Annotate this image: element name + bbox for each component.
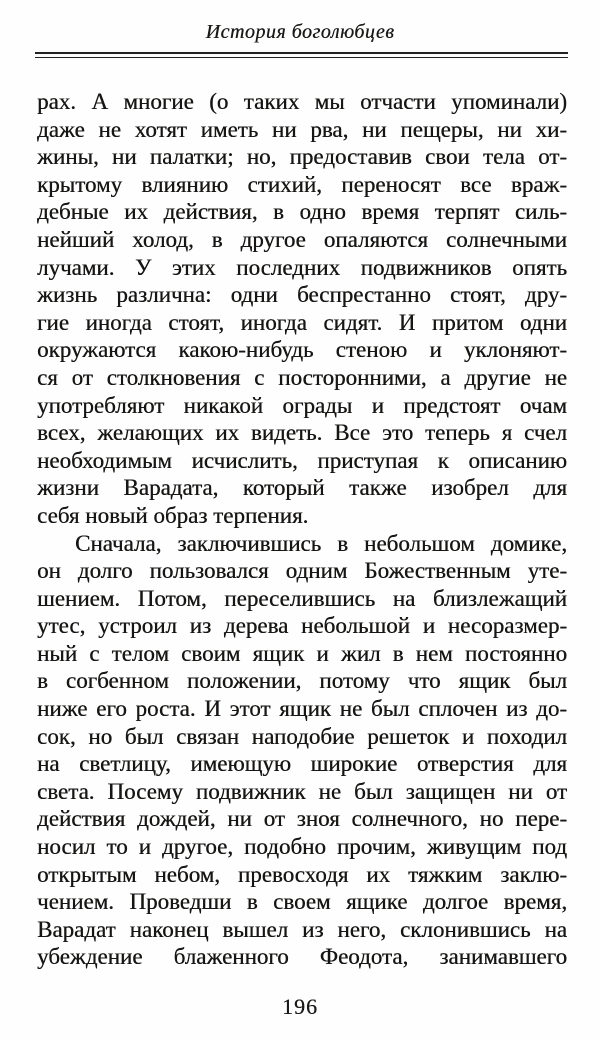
text-line: окружаются какою-нибудь стеною и уклоняют- [37, 337, 567, 363]
page-number: 196 [282, 994, 318, 1019]
text-line: убеждение блаженного Феодота, занимавшего [37, 944, 567, 970]
text-line: в согбенном положении, потому что ящик был [37, 668, 567, 694]
text-line: света. Посему подвижник не был защищен ни от [37, 778, 567, 804]
text-line: себя новый образ терпения. [37, 502, 309, 528]
text-line: открытым небом, превосходя их тяжким заклю- [37, 861, 567, 887]
page-footer [0, 994, 600, 1020]
text-line: Варадат наконец вышел из него, склонившись на [37, 916, 567, 942]
body-text [37, 88, 567, 971]
text-line: шением. Потом, переселившись на близлежащий [37, 585, 567, 611]
text-line: дебные их действия, в одно время терпят силь- [37, 199, 567, 225]
text-line: употребляют никакой ограды и предстоят очам [37, 392, 567, 418]
running-header-title: История боголюбцев [205, 21, 395, 43]
text-line: рах. А многие (о таких мы отчасти упоминали) [37, 89, 567, 114]
text-line: жизнь различна: одни беспрестанно стоят, дру- [37, 282, 567, 308]
text-line: на светлицу, имеющую широкие отверстия для [37, 751, 567, 777]
text-line: крытому влиянию стихий, переносят все враж- [37, 171, 567, 197]
text-line: гие иногда стоят, иногда сидят. И притом одни [37, 309, 567, 335]
text-line: ся от столкновения с посторонними, а другие не [37, 364, 567, 390]
text-line: необходимым исчислить, приступая к описанию [37, 447, 567, 473]
text-line: утес, устроил из дерева небольшой и несоразмер- [37, 613, 567, 639]
text-line: действия дождей, ни от зноя солнечного, но пере- [37, 806, 567, 832]
text-line: он долго пользовался одним Божественным уте- [37, 558, 567, 584]
text-line: нейший холод, в другое опаляются солнечными [37, 226, 567, 252]
text-line: ниже его роста. И этот ящик не был сплочен из до- [37, 696, 567, 722]
running-header [0, 19, 600, 58]
text-line: чением. Проведши в своем ящике долгое время, [37, 889, 567, 915]
text-line: сок, но был связан наподобие решеток и походил [37, 723, 567, 749]
text-line: жины, ни палатки; но, предоставив свои тела от- [37, 144, 567, 170]
text-line: ный с телом своим ящик и жил в нем постоянно [37, 640, 567, 666]
text-line: лучами. У этих последних подвижников опять [37, 254, 567, 280]
text-line: всех, желающих их видеть. Все это теперь я счел [37, 420, 567, 446]
text-line: носил то и другое, подобно прочим, живущим под [37, 834, 567, 860]
text-line: Сначала, заключившись в небольшом домике, [75, 530, 567, 556]
text-line: даже не хотят иметь ни рва, ни пещеры, ни хи- [37, 116, 567, 142]
text-line: жизни Варадата, который также изобрел для [37, 475, 567, 501]
header-double-rule [35, 52, 568, 58]
